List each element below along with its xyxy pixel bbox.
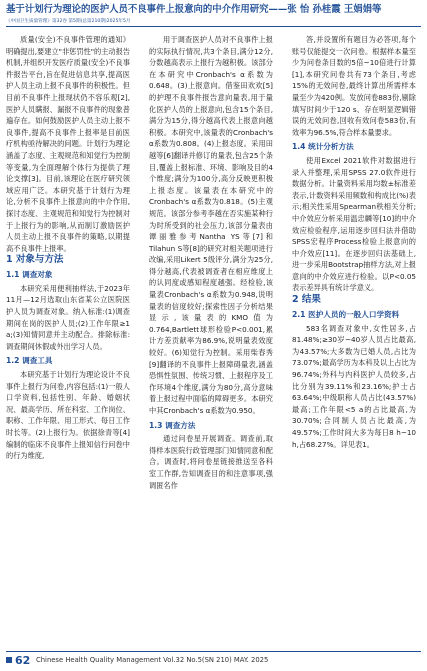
journal-citation: Chinese Health Quality Management Vol.32 No.5(SN 210) MAY. 2025 bbox=[36, 656, 269, 664]
subjects-paragraph: 本研究采用便利抽样法,于2023年11月—12月选取山东省某公立医院医护人员为调查对象。纳入标准:(1)调查期间在岗的医护人员;(2)工作年限≥1 a;(3)知情同意并主动配合。排除标准:调查期间休假或外出学习人员。 bbox=[6, 283, 130, 351]
statistics-paragraph: 使用Excel 2021软件对数据进行录入并整理,采用SPSS 27.0软件进行数据分析。计量资料采用均数±标准差表示,计数资料采用频数和构成比(%)表示;相关性采用Spearman秩相关分析;中介效应分析采用温忠麟等[10]的中介效应检验程序,运用逐步回归法并借助SPSS宏程序Process检验上报意向的中介效应[11]。在逐步回归法基础上,进一步采用Bootstrap抽样方法,对上报意向的中介效应进行检验。以P<0.05表示差异具有统计学意义。 bbox=[292, 155, 416, 293]
running-title: 基于计划行为理论的医护人员不良事件上报意向的中介作用研究——张 怡 孙桂霞 王娟娟等 bbox=[6, 4, 382, 15]
page-number bbox=[6, 654, 30, 667]
subsection-heading-procedure: 1.3 调查方法 bbox=[149, 420, 196, 430]
demographics-paragraph: 583名调查对象中,女性居多,占81.48%;≥30岁~40岁人员占比最高,为43.57%;大多数为已婚人员,占比为73.07%;最高学历为本科及以上占比为96.74%;外科与内科医护人员较多,占比分别为39.11%和23.16%;护士占63.64%;中级职称人员占比(43.57%)最高;工作年限<5 a的占比最高,为30.70%;合同制人员占比最高,为49.57%;工作时间大多为每日8 h~10 h,占68.27%。详见表1。 bbox=[292, 323, 416, 449]
procedure-paragraph: 通过问卷星开展调查。调查前,取得样本医院行政管理部门知情同意和配合。调查时,将问卷星链接推送至各科室工作群,告知调查目的和注意事项,强调匿名作 bbox=[149, 434, 273, 490]
column-right bbox=[292, 34, 416, 450]
section-heading-results: 2 结果 bbox=[292, 294, 321, 306]
square-bullet-icon bbox=[6, 657, 12, 663]
intro-paragraph: 质量(安全)不良事件管理的通知》明确提出,要建立"非惩罚性"的主动报告机制,并组织开发医疗质量(安全)不良事件报告平台,旨在促进信息共享,提高医护人员主动上报不良事件的积极性。但目前不良事件上报现状仍不容乐观[2],医护人员瞒报、漏报不良事件的现象普遍存在。如何鼓励医护人员主动上报不良事件,提高不良事件上报率是目前医疗机构亟待解决的问题。计划行为理论涵盖了态度、主观规范和知觉行为控制等变量,为全面理解个体行为提供了理论支撑[3]。目前,该理论在医疗研究领域应用广泛。本研究基于计划行为理论,分析不良事件上报意向的中介作用,探讨态度、主观规范和知觉行为控制对于上报行为的影响,从而制订激励医护人员主动上报不良事件的策略,以期提高不良事件上报率。 bbox=[6, 35, 130, 253]
page-footer bbox=[6, 651, 421, 667]
header-rule bbox=[6, 26, 421, 27]
page-number-text: 62 bbox=[15, 654, 31, 667]
section-heading-methods: 1 对象与方法 bbox=[6, 254, 64, 266]
page-header bbox=[6, 4, 421, 25]
column-left bbox=[6, 34, 130, 462]
journal-issue-line: 《中国卫生质量管理》第32卷 第5期(总第210期)2025年5月 bbox=[6, 19, 131, 24]
tools-paragraph-continued: 用于调查医护人员对不良事件上报的实际执行情况,共3个条目,满分12分,分数越高表示上报行为越积极。该部分在本研究中Cronbach's α系数为0.648。(3)上报意向。借鉴田欢欢[5]的护理不良事件报告意向量表,用于量化医护人员的上报意向,包含15个条目,满分为15分,得分越高代表上报意向越积极。本研究中,该量表的Cronbach's α系数为0.808。(4)上报态度。采用田越等[6]翻译并修订的量表,包含25个条目,覆盖上报标准、环境、影响及目的4个维度;满分为100分,高分反映更积极上报态度。该量表在本研究中的Cronbach's α系数为0.818。(5)主观规范。该部分参考李越在否实施某种行为时所受到的社会压力,该部分量表由谭丽雅参考Nantha YS等[7]和Tilahun S等[8]的研究对相关题项进行改编,采用Likert 5级评分,满分为25分,得分越高,代表被调查者在相应维度上的认同度或感知程度越强。经检验,该量表Cronbach's α系数为0.948,说明量表的信度较好;探索性因子分析结果显示,该量表的KMO值为0.764,Bartlett球形检验P<0.001,累计方差贡献率为86.9%,说明量表效度较好。(6)知觉行为控制。采用柴春秀[9]翻译的不良事件上报障碍量表,涵盖恐惧性氛围、传统习惯、上报程序及工作环境4个维度,满分为80分,高分意味着上报过程中面临的障碍更多。本研究中其Cronbach's α系数为0.950。 bbox=[149, 35, 273, 415]
column-middle bbox=[149, 34, 273, 491]
tools-paragraph: 本研究基于计划行为理论设计不良事件上报行为问卷,内容包括:(1)一般人口学资料,包括性别、年龄、婚姻状况、最高学历、所在科室、工作岗位、职称、工作年限、用工形式、每日工作时长等。(2)上报行为。依据徐青等[4]编制的临床不良事件上报知信行问卷中的行为维度, bbox=[6, 370, 130, 461]
subsection-heading-statistics: 1.4 统计分析方法 bbox=[292, 142, 354, 152]
footer-rule bbox=[6, 651, 421, 652]
procedure-paragraph-continued: 答,并设置所有题目为必答项,每个账号仅能提交一次问卷。根据样本量至少为问卷条目数的5倍~10倍进行计算[1],本研究问卷共有73个条目,考虑15%的无效问卷,最终计算出所需样本量至少为420例。发放问卷883份,剔除填写时间少于120 s、存在明显逻辑错误的无效问卷,回收有效问卷583份,有效率为96.5%,符合样本量要求。 bbox=[292, 35, 416, 137]
subsection-heading-tools: 1.2 调查工具 bbox=[6, 356, 53, 366]
subsection-heading-demographics: 2.1 医护人员的一般人口学资料 bbox=[292, 310, 400, 320]
subsection-heading-subjects: 1.1 调查对象 bbox=[6, 270, 53, 280]
